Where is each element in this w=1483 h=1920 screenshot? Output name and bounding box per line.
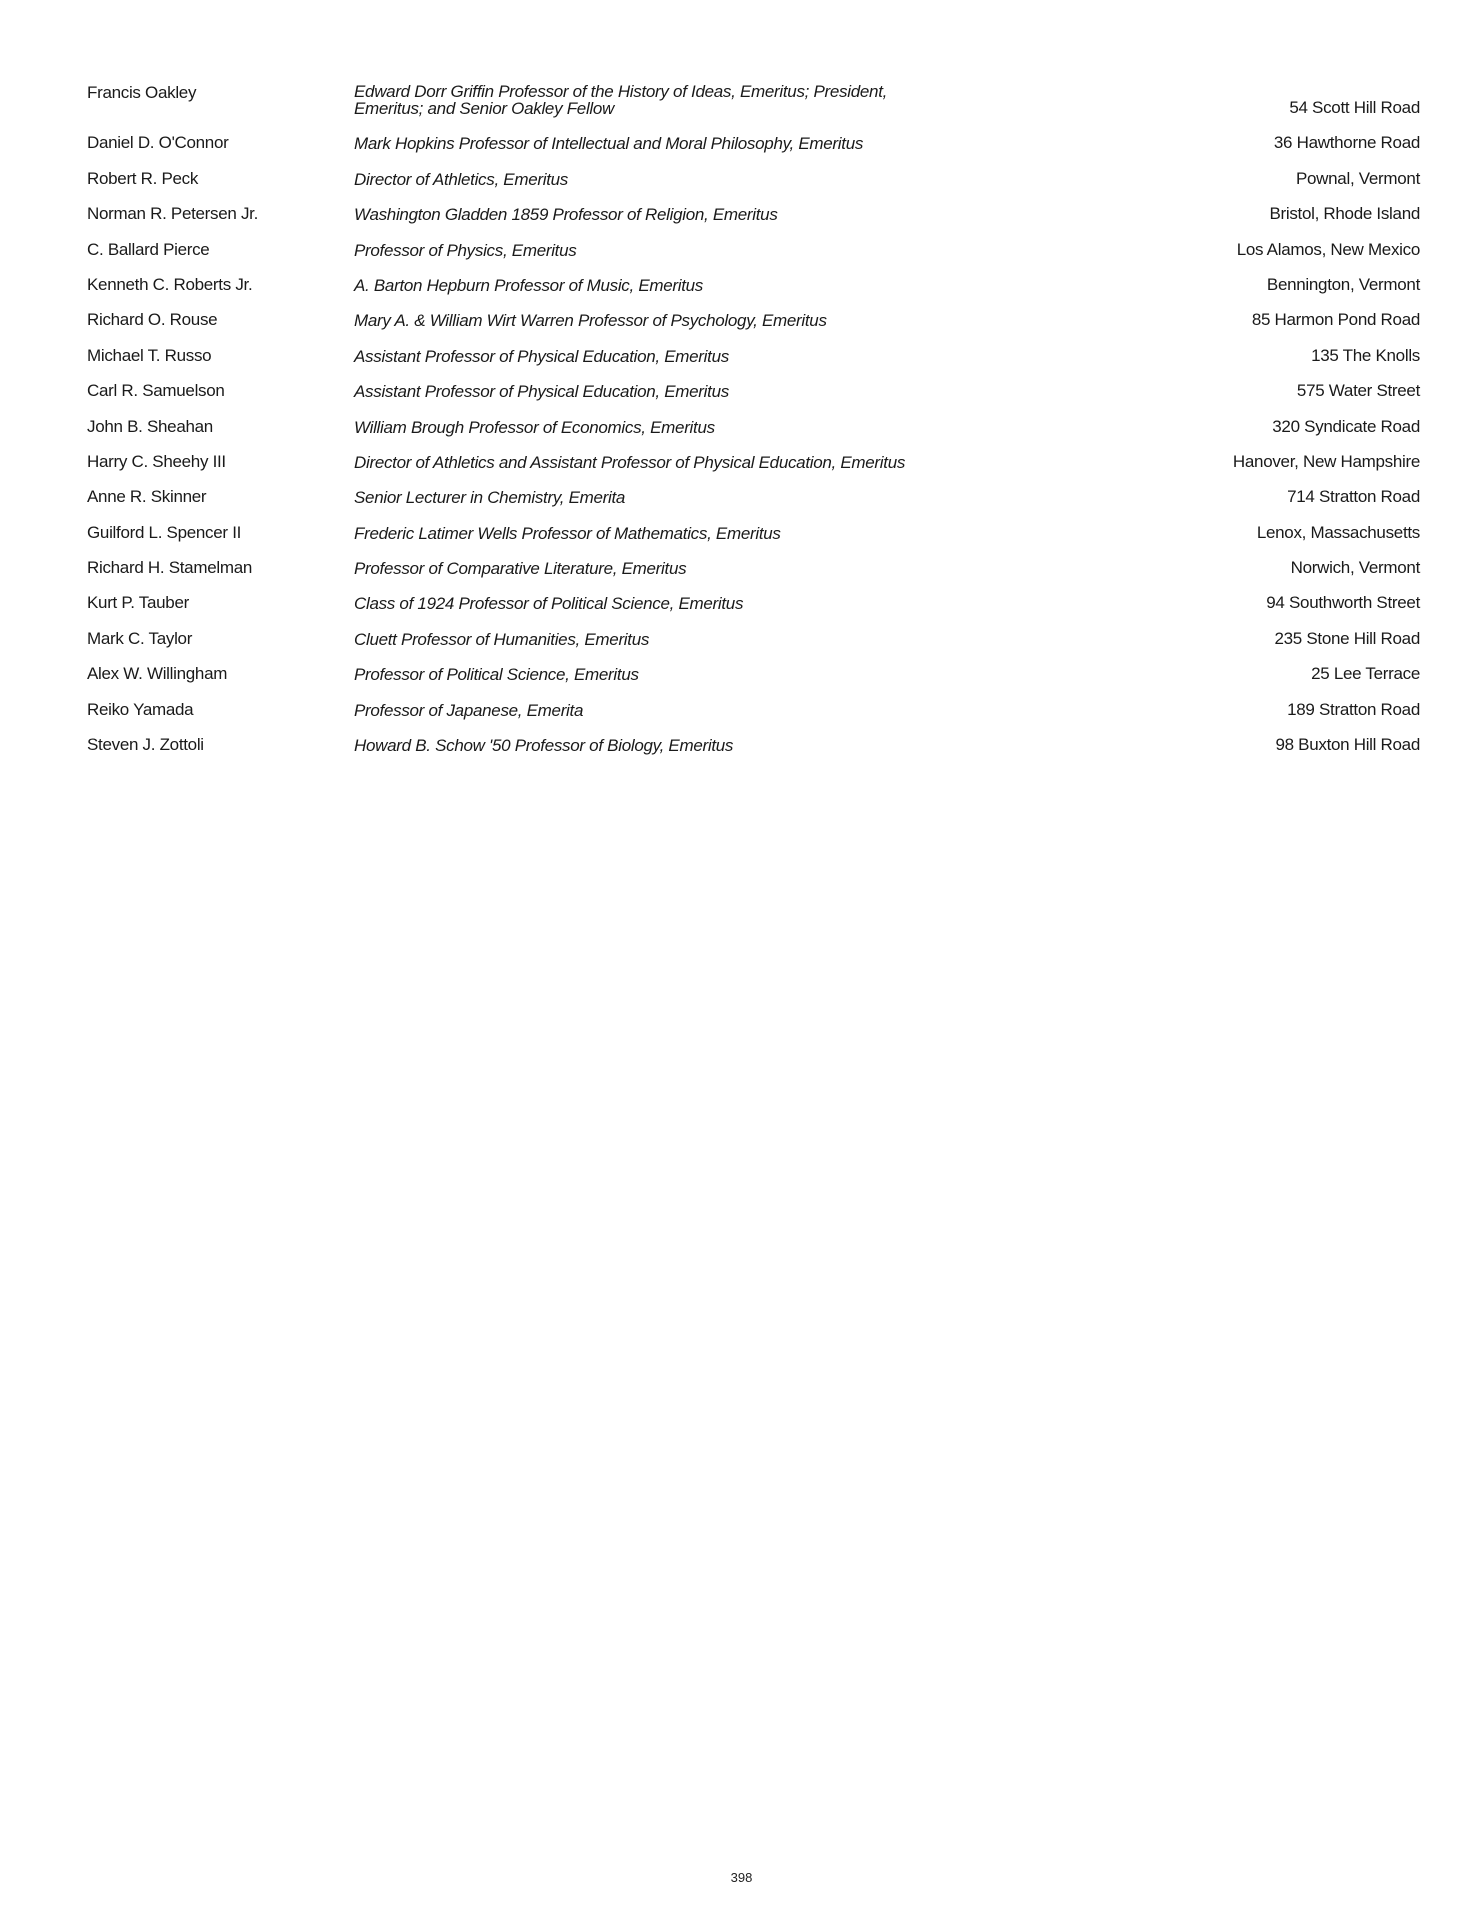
directory-entry (87, 276, 1420, 294)
person-address: 98 Buxton Hill Road (1275, 735, 1420, 755)
person-name: Richard O. Rouse (87, 310, 218, 330)
person-address: Bristol, Rhode Island (1269, 204, 1420, 224)
person-title: A. Barton Hepburn Professor of Music, Emeritus (354, 275, 704, 295)
person-address: 36 Hawthorne Road (1273, 133, 1420, 153)
directory-entry (87, 134, 1420, 152)
person-name: Reiko Yamada (87, 699, 194, 719)
directory-entry (87, 84, 1420, 117)
person-name: Daniel D. O'Connor (87, 133, 229, 153)
person-address: 135 The Knolls (1311, 345, 1420, 365)
person-name: Guilford L. Spencer II (87, 522, 242, 542)
directory-entry (87, 418, 1420, 436)
person-title: Edward Dorr Griffin Professor of the History of Ideas, Emeritus; President, Emeritus; and Senior Oakley Fellow (354, 82, 888, 118)
directory-entry (87, 347, 1420, 365)
person-title: Assistant Professor of Physical Education, Emeritus (354, 382, 729, 402)
directory-entry (87, 559, 1420, 577)
directory-entry (87, 524, 1420, 542)
person-title: William Brough Professor of Economics, Emeritus (354, 417, 715, 437)
person-title: Senior Lecturer in Chemistry, Emerita (354, 488, 626, 508)
person-name: John B. Sheahan (87, 416, 213, 436)
person-name: Norman R. Petersen Jr. (87, 204, 259, 224)
directory-entry (87, 701, 1420, 719)
person-title: Assistant Professor of Physical Education, Emeritus (354, 346, 729, 366)
person-title: Professor of Physics, Emeritus (354, 240, 577, 260)
person-title: Mary A. & William Wirt Warren Professor of Psychology, Emeritus (354, 311, 827, 331)
person-name: Anne R. Skinner (87, 487, 207, 507)
person-name: Kurt P. Tauber (87, 593, 189, 613)
person-address: 85 Harmon Pond Road (1251, 310, 1420, 330)
person-title: Director of Athletics, Emeritus (354, 169, 568, 189)
page-number: 398 (730, 1870, 753, 1885)
person-address: Bennington, Vermont (1266, 274, 1420, 294)
person-name: Richard H. Stamelman (87, 558, 253, 578)
person-title: Professor of Political Science, Emeritus (354, 665, 639, 685)
person-address: Los Alamos, New Mexico (1236, 239, 1420, 259)
person-name: Carl R. Samuelson (87, 381, 225, 401)
directory-entry (87, 241, 1420, 259)
person-name: Harry C. Sheehy III (87, 451, 226, 471)
directory-entry (87, 382, 1420, 400)
person-address: 25 Lee Terrace (1311, 664, 1420, 684)
person-name: Steven J. Zottoli (87, 735, 204, 755)
person-title: Professor of Japanese, Emerita (354, 700, 584, 720)
person-address: 320 Syndicate Road (1272, 416, 1420, 436)
directory-entry (87, 630, 1420, 648)
person-title: Professor of Comparative Literature, Emeritus (354, 559, 687, 579)
person-name: Alex W. Willingham (87, 664, 228, 684)
person-title: Washington Gladden 1859 Professor of Religion, Emeritus (354, 205, 778, 225)
person-title: Director of Athletics and Assistant Professor of Physical Education, Emeritus (354, 452, 906, 472)
directory-entry (87, 205, 1420, 223)
emeriti-directory (87, 84, 1420, 771)
person-address: Lenox, Massachusetts (1256, 522, 1420, 542)
directory-entry (87, 488, 1420, 506)
person-title: Frederic Latimer Wells Professor of Mathematics, Emeritus (354, 523, 781, 543)
person-title: Class of 1924 Professor of Political Science, Emeritus (354, 594, 744, 614)
directory-entry (87, 170, 1420, 188)
person-address: 54 Scott Hill Road (1289, 98, 1420, 117)
person-name: Francis Oakley (87, 83, 197, 102)
person-name: Mark C. Taylor (87, 628, 193, 648)
person-address: 189 Stratton Road (1287, 699, 1420, 719)
person-name: Robert R. Peck (87, 168, 199, 188)
person-address: 94 Southworth Street (1266, 593, 1420, 613)
person-address: Hanover, New Hampshire (1232, 451, 1420, 471)
directory-entry (87, 736, 1420, 754)
person-title: Mark Hopkins Professor of Intellectual and Moral Philosophy, Emeritus (354, 134, 864, 154)
directory-entry (87, 594, 1420, 612)
person-address: Norwich, Vermont (1290, 558, 1420, 578)
person-address: 575 Water Street (1296, 381, 1420, 401)
person-name: Michael T. Russo (87, 345, 212, 365)
person-title: Howard B. Schow '50 Professor of Biology, Emeritus (354, 736, 734, 756)
person-name: C. Ballard Pierce (87, 239, 210, 259)
person-title: Cluett Professor of Humanities, Emeritus (354, 629, 650, 649)
directory-entry (87, 453, 1420, 471)
person-address: Pownal, Vermont (1295, 168, 1420, 188)
person-address: 714 Stratton Road (1287, 487, 1420, 507)
person-name: Kenneth C. Roberts Jr. (87, 274, 253, 294)
directory-entry (87, 665, 1420, 683)
directory-entry (87, 311, 1420, 329)
person-address: 235 Stone Hill Road (1274, 628, 1420, 648)
